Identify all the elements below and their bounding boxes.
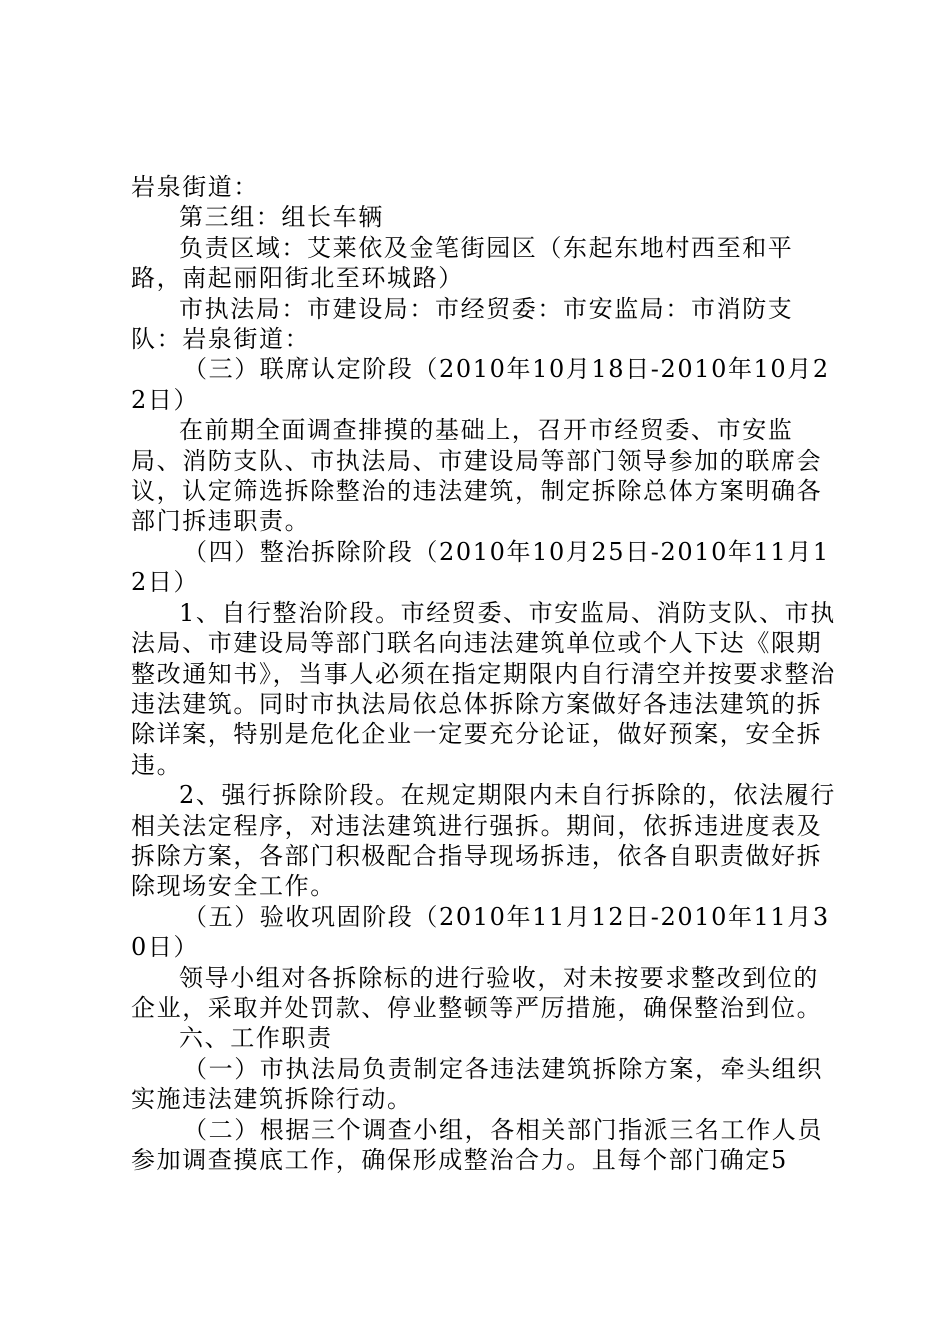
heading-stage-four: （四）整治拆除阶段（2010年10月25日-2010年11月12日） xyxy=(131,537,830,597)
heading-stage-three: （三）联席认定阶段（2010年10月18日-2010年10月22日） xyxy=(131,355,830,414)
paragraph-group-three: 第三组：组长车辆 xyxy=(179,203,384,232)
document-body xyxy=(131,172,843,1175)
paragraph-duty-one: （一）市执法局负责制定各违法建筑拆除方案，牵头组织实施违法建筑拆除行动。 xyxy=(131,1054,823,1114)
paragraph-acceptance: 领导小组对各拆除标的进行验收，对未按要求整改到位的企业，采取并处罚款、停业整顿等严厉措施，确保整治到位。 xyxy=(131,963,823,1022)
paragraph-joint-meeting: 在前期全面调查排摸的基础上，召开市经贸委、市安监局、消防支队、市执法局、市建设局等部门领导参加的联席会议，认定筛选拆除整治的违法建筑，制定拆除总体方案明确各部门拆违职责。 xyxy=(131,416,823,536)
paragraph-self-rectification: 1、自行整治阶段。市经贸委、市安监局、消防支队、市执法局、市建设局等部门联名向违法建筑单位或个人下达《限期整改通知书》，当事人必须在指定期限内自行清空并按要求整治违法建筑。同时市执法局依总体拆除方案做好各违法建筑的拆除详案，特别是危化企业一定要充分论证，做好预案，安全拆违。 xyxy=(131,598,836,779)
paragraph-yanquan-1: 岩泉街道： xyxy=(131,173,259,201)
heading-stage-five: （五）验收巩固阶段（2010年11月12日-2010年11月30日） xyxy=(131,902,830,962)
heading-work-duties: 六、工作职责 xyxy=(179,1024,333,1053)
paragraph-forced-demolition: 2、强行拆除阶段。在规定期限内未自行拆除的，依法履行相关法定程序，对违法建筑进行强拆。期间，依拆违进度表及拆除方案，各部门积极配合指导现场拆违，依各自职责做好拆除现场安全工作。 xyxy=(131,781,836,901)
paragraph-departments: 市执法局：市建设局：市经贸委：市安监局：市消防支队：岩泉街道： xyxy=(131,294,794,354)
paragraph-duty-two: （二）根据三个调查小组，各相关部门指派三名工作人员参加调查摸底工作，确保形成整治合力。且每个部门确定5 xyxy=(131,1115,823,1174)
paragraph-responsible-area: 负责区域：艾莱依及金笔街园区（东起东地村西至和平路，南起丽阳街北至环城路） xyxy=(131,233,794,293)
